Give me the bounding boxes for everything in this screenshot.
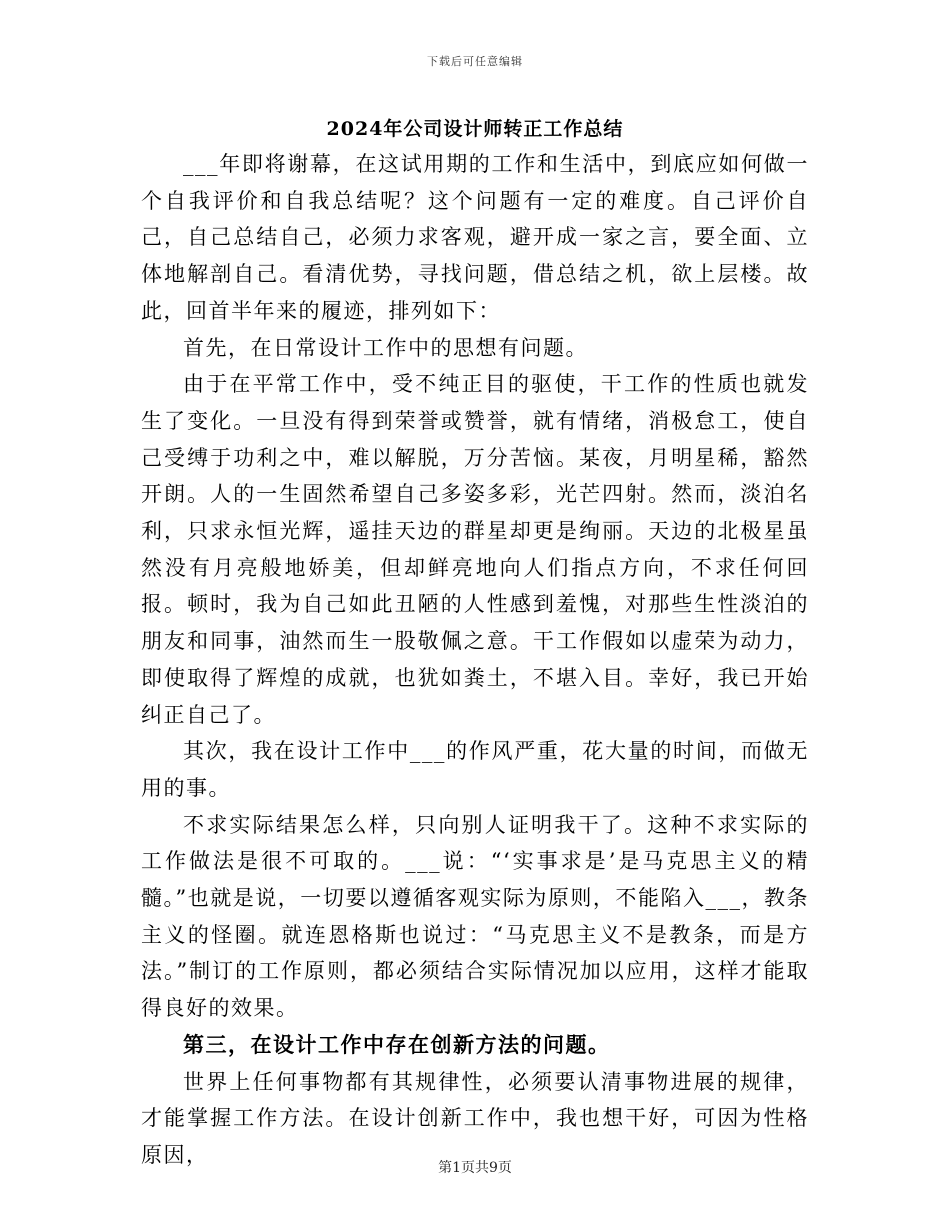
page-number-footer: 第1页共9页 — [438, 1160, 512, 1176]
document-body — [141, 146, 809, 1174]
paragraph-point-two: 其次，我在设计工作中___的作风严重，花大量的时间，而做无用的事。 — [141, 739, 809, 800]
paragraph-point-three-detail: 世界上任何事物都有其规律性，必须要认清事物进展的规律，才能掌握工作方法。在设计创新工作中，我也想干好，可因为性格原因， — [141, 1069, 809, 1167]
document-title: 2024年公司设计师转正工作总结 — [326, 118, 624, 140]
paragraph-point-two-detail: 不求实际结果怎么样，只向别人证明我干了。这种不求实际的工作做法是很不可取的。___说：“‘实事求是’是马克思主义的精髓。”也就是说，一切要以遵循客观实际为原则，不能陷入___，教条主义的怪圈。就连恩格斯也说过：“马克思主义不是教条，而是方法。”制订的工作原则，都必须结合实际情况加以应用，这样才能取得良好的效果。 — [141, 812, 809, 1021]
paragraph-point-three-heading: 第三，在设计工作中存在创新方法的问题。 — [183, 1031, 611, 1057]
paragraph-point-one: 首先，在日常设计工作中的思想有问题。 — [183, 335, 588, 360]
paragraph-point-one-detail: 由于在平常工作中，受不纯正目的驱使，干工作的性质也就发生了变化。一旦没有得到荣誉或赞誉，就有情绪，消极怠工，使自己受缚于功利之中，难以解脱，万分苦恼。某夜，月明星稀，豁然开朗。人的一生固然希望自己多姿多彩，光芒四射。然而，淡泊名利，只求永恒光辉，遥挂天边的群星却更是绚丽。天边的北极星虽然没有月亮般地娇美，但却鲜亮地向人们指点方向，不求任何回报。顿时，我为自己如此丑陋的人性感到羞愧，对那些生性淡泊的朋友和同事，油然而生一股敬佩之意。干工作假如以虚荣为动力，即使取得了辉煌的成就，也犹如粪土，不堪入目。幸好，我已开始纠正自己了。 — [141, 372, 809, 727]
paragraph-intro: ___年即将谢幕，在这试用期的工作和生活中，到底应如何做一个自我评价和自我总结呢？这个问题有一定的难度。自己评价自己，自己总结自己，必须力求客观，避开成一家之言，要全面、立体地解剖自己。看清优势，寻找问题，借总结之机，欲上层楼。故此，回首半年来的履迹，排列如下： — [141, 152, 809, 323]
header-note: 下载后可任意编辑 — [427, 55, 523, 68]
